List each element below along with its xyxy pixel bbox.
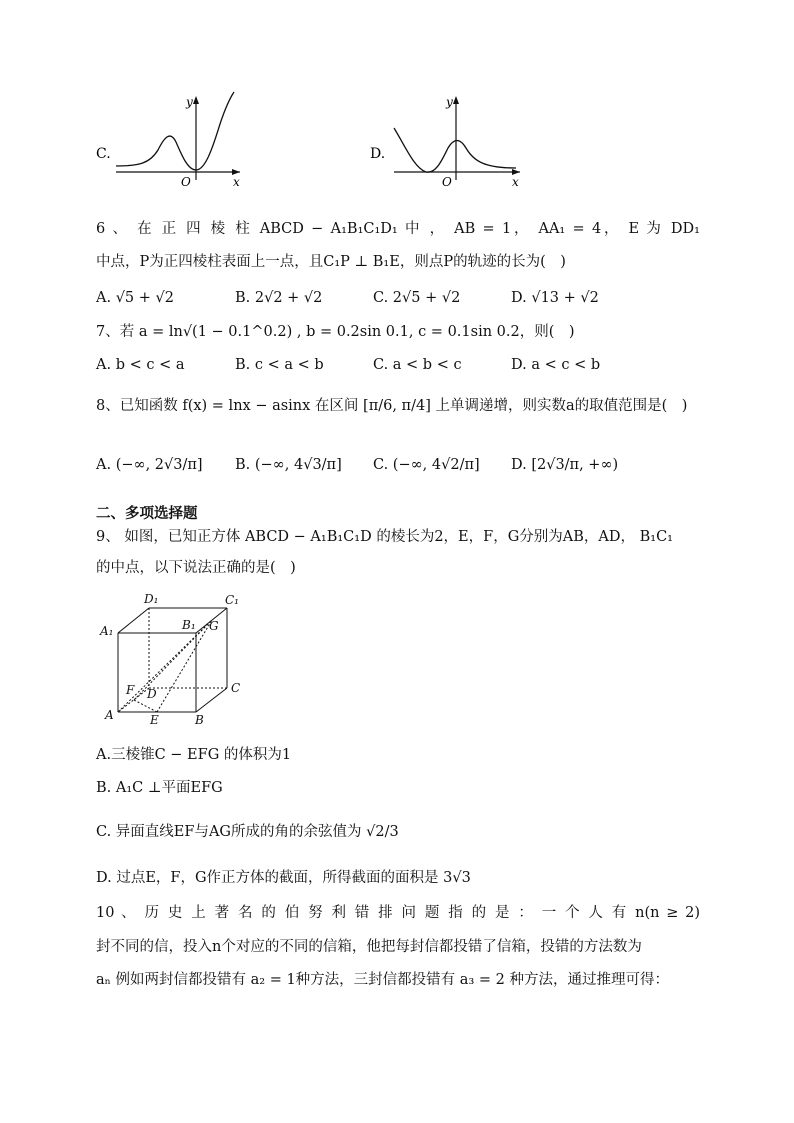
cube-label-c: C — [231, 681, 241, 695]
q6-option-a: A. √5 + √2 — [96, 290, 174, 306]
q8-option-d: D. [2√3/π, +∞) — [511, 457, 619, 473]
q6-option-b: B. 2√2 + √2 — [235, 290, 323, 306]
section-heading-multiple-choice: 二、多项选择题 — [96, 506, 198, 522]
graph-d-label: D. — [370, 146, 386, 162]
graph-c-y: y — [186, 95, 193, 109]
graph-d-o: O — [442, 175, 452, 189]
q9-option-c: C. 异面直线EF与AG所成的角的余弦值为 √2/3 — [96, 824, 399, 840]
cube-label-a: A — [105, 708, 114, 722]
graph-d-x: x — [512, 175, 519, 189]
q9-line2: 的中点，以下说法正确的是( ) — [96, 560, 296, 576]
cube-figure — [96, 590, 256, 730]
cube-label-d: D — [147, 687, 157, 701]
cube-label-g: G — [209, 619, 219, 633]
cube-label-d1: D₁ — [144, 592, 159, 606]
q8-option-c: C. (−∞, 4√2/π] — [373, 457, 480, 473]
q8-option-b: B. (−∞, 4√3/π] — [235, 457, 342, 473]
cube-label-b: B — [195, 713, 204, 727]
q6-line1 — [96, 219, 700, 239]
q8-option-a: A. (−∞, 2√3/π] — [96, 457, 203, 473]
q6-option-c: C. 2√5 + √2 — [373, 290, 461, 306]
cube-label-e: E — [150, 713, 159, 727]
graph-d-y: y — [446, 95, 453, 109]
graph-d — [370, 95, 520, 189]
q7-option-a: A. b < c < a — [96, 357, 185, 373]
cube-label-f: F — [126, 683, 135, 697]
graph-c — [96, 92, 240, 189]
graph-c-x: x — [233, 175, 240, 189]
q6-head: 6 、 在 正 四 棱 柱 ABCD − A₁B₁C₁D₁ 中 ， AB = 1， AA₁ = 4， E 为 DD₁ — [96, 221, 700, 237]
q10-line1 — [96, 903, 700, 923]
q10-line3: aₙ 例如两封信都投错有 a₂ = 1种方法，三封信都投错有 a₃ = 2 种方法，通过推理可得： — [96, 972, 669, 988]
graph-c-label: C. — [96, 146, 111, 162]
graph-c-o: O — [181, 175, 191, 189]
q7-option-c: C. a < b < c — [373, 357, 462, 373]
q10-line1-text: 10 、 历 史 上 著 名 的 伯 努 利 错 排 问 题 指 的 是 ： 一 个 人 有 n(n ≥ 2) — [96, 905, 700, 921]
q9-line1: 9、 如图，已知正方体 ABCD − A₁B₁C₁D 的棱长为2，E，F，G分别为AB，AD， B₁C₁ — [96, 529, 673, 545]
q10-line2: 封不同的信，投入n个对应的不同的信箱，他把每封信都投错了信箱，投错的方法数为 — [96, 939, 642, 955]
q6-line2: 中点，P为正四棱柱表面上一点，且C₁P ⊥ B₁E，则点P的轨迹的长为( ) — [96, 254, 566, 270]
q7-option-d: D. a < c < b — [511, 357, 601, 373]
q6-option-d: D. √13 + √2 — [511, 290, 599, 306]
cube-label-c1: C₁ — [225, 593, 239, 607]
cube-label-b1: B₁ — [182, 618, 196, 632]
cube-label-a1: A₁ — [100, 624, 114, 638]
q9-option-d: D. 过点E，F，G作正方体的截面，所得截面的面积是 3√3 — [96, 870, 471, 886]
q9-option-b: B. A₁C ⊥平面EFG — [96, 780, 223, 796]
q9-option-a: A.三棱锥C − EFG 的体积为1 — [96, 747, 292, 763]
q7-option-b: B. c < a < b — [235, 357, 324, 373]
q8-stem: 8、已知函数 f(x) = lnx − asinx 在区间 [π/6, π/4] 上单调递增，则实数a的取值范围是( ) — [96, 398, 688, 414]
q7-stem: 7、若 a = ln√(1 − 0.1^0.2) , b = 0.2sin 0.1, c = 0.1sin 0.2，则( ) — [96, 324, 575, 340]
function-graphs — [0, 80, 794, 280]
